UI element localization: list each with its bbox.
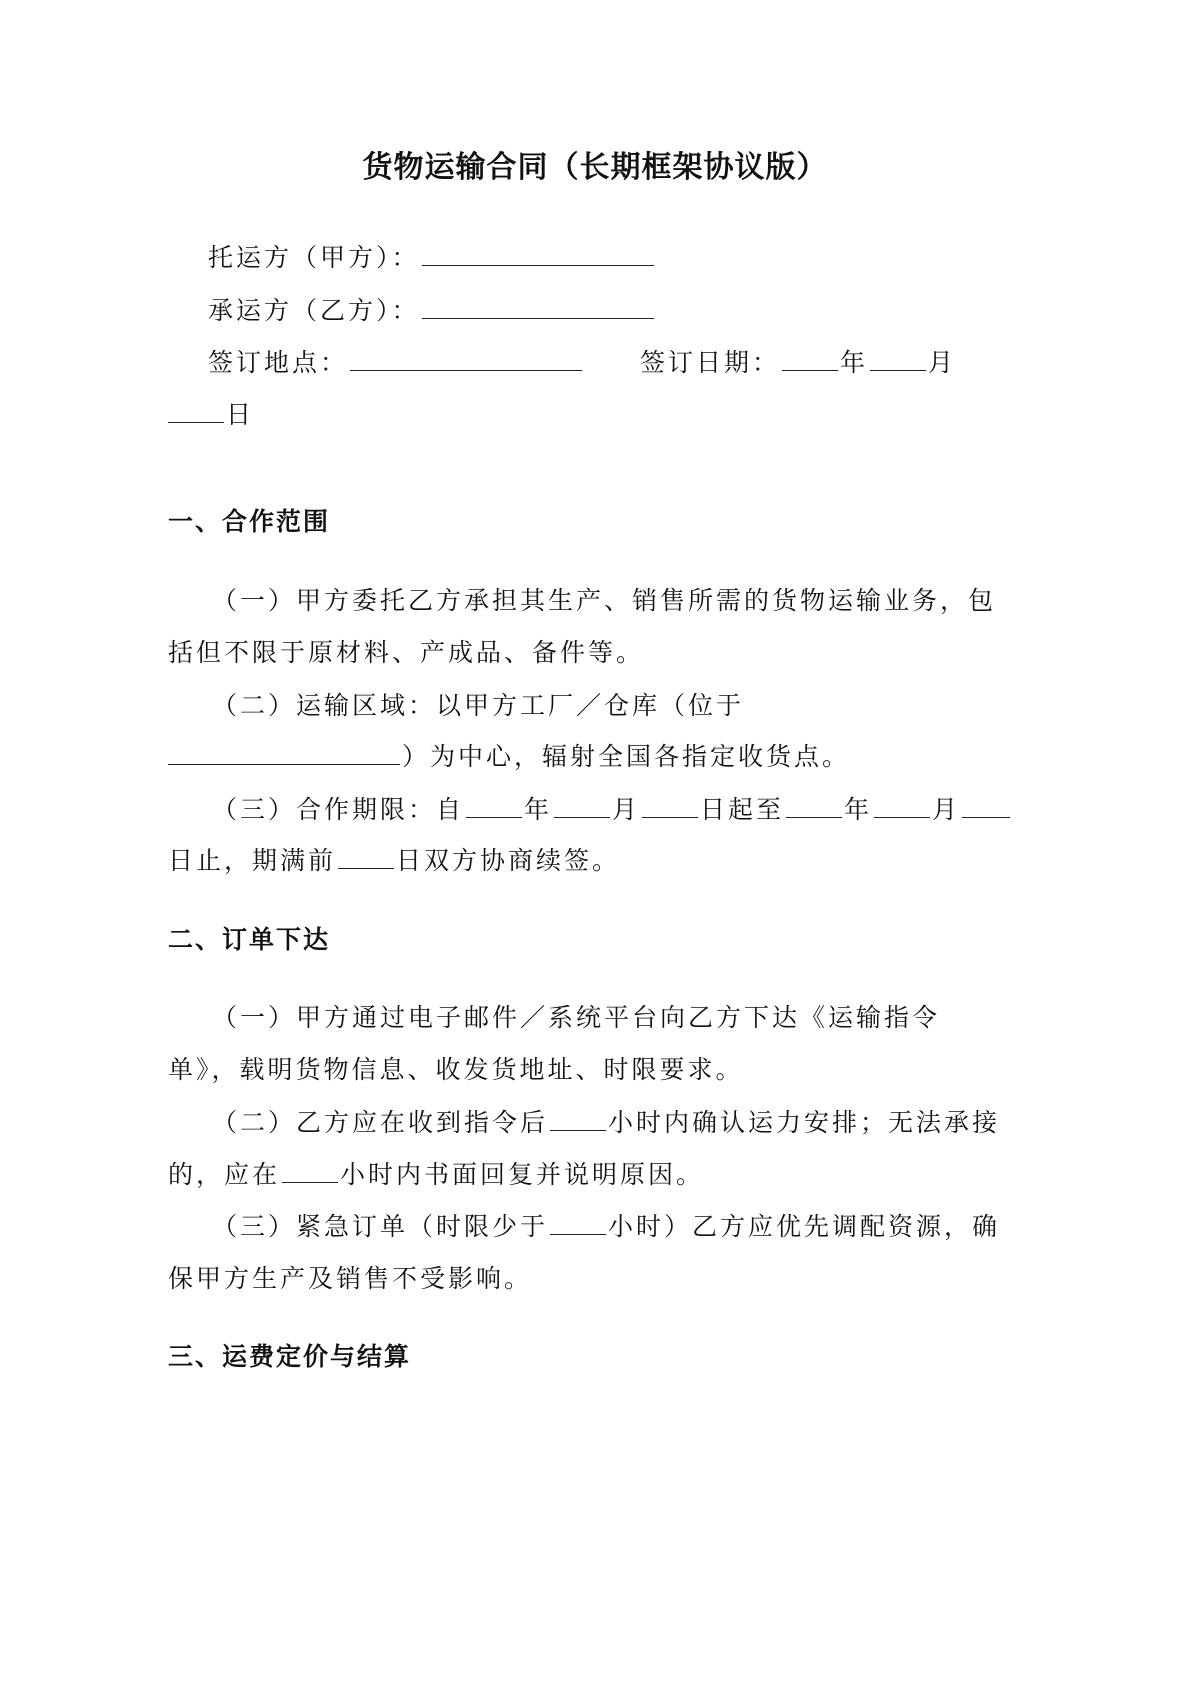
shipper-label: 托运方（甲方）： [208, 243, 420, 272]
renewal-suffix: 日双方协商续签。 [396, 846, 621, 875]
s2-p1-line2: 单》，载明货物信息、收发货地址、时限要求。 [168, 1055, 744, 1084]
s1-p3-line1 [212, 792, 1012, 828]
shipper-field [208, 240, 656, 276]
term-start-day-label: 日起至 [700, 795, 785, 824]
day-label: 日 [226, 400, 255, 429]
place-date-field [208, 345, 956, 381]
term-end-day-label: 日止，期满前 [168, 846, 337, 875]
date-day-line [168, 397, 254, 433]
s1-p3-line2 [168, 843, 620, 879]
s2-p2-line2 [168, 1157, 704, 1193]
term-start-day-blank [642, 795, 698, 818]
month-label: 月 [928, 348, 957, 377]
place-blank [350, 348, 582, 371]
date-label: 签订日期： [640, 348, 781, 377]
carrier-label: 承运方（乙方）： [208, 296, 420, 325]
renewal-days-blank [338, 846, 394, 869]
document-title: 货物运输合同（长期框架协议版） [362, 150, 828, 185]
term-start-month-label: 月 [612, 795, 641, 824]
s1-p2-suffix: ）为中心，辐射全国各指定收货点。 [402, 742, 851, 771]
section3-heading: 三、运费定价与结算 [168, 1342, 412, 1371]
s1-p2-line1: （二）运输区域：以甲方工厂／仓库（位于 [212, 691, 745, 720]
term-prefix: （三）合作期限：自 [212, 795, 465, 824]
factory-location-blank [168, 742, 400, 765]
term-end-day-blank [962, 795, 1010, 818]
shipper-blank [422, 243, 654, 266]
term-end-year-label: 年 [844, 795, 873, 824]
term-end-year-blank [786, 795, 842, 818]
term-end-month-blank [874, 795, 930, 818]
carrier-blank [422, 296, 654, 319]
term-start-year-blank [466, 795, 522, 818]
s2-p1-line1: （一）甲方通过电子邮件／系统平台向乙方下达《运输指令 [212, 1003, 941, 1032]
confirm-hours-blank [550, 1108, 606, 1131]
section2-heading: 二、订单下达 [168, 925, 331, 954]
s2-p3-line1 [212, 1209, 1000, 1245]
s1-p2-line2 [168, 739, 850, 775]
urgent-prefix: （三）紧急订单（时限少于 [212, 1212, 549, 1241]
place-label: 签订地点： [208, 348, 349, 377]
confirm-suffix: 小时内确认运力安排；无法承接 [608, 1108, 1001, 1137]
year-label: 年 [840, 348, 869, 377]
section1-heading: 一、合作范围 [168, 507, 331, 536]
reply-prefix: 的，应在 [168, 1160, 281, 1189]
term-end-month-label: 月 [932, 795, 961, 824]
term-start-month-blank [554, 795, 610, 818]
s2-p2-line1 [212, 1105, 1000, 1141]
carrier-field [208, 293, 656, 329]
s1-p1-line2: 括但不限于原材料、产成品、备件等。 [168, 638, 645, 667]
date-year-blank [782, 348, 838, 371]
urgent-suffix: 小时）乙方应优先调配资源，确 [608, 1212, 1001, 1241]
date-day-blank [168, 400, 224, 423]
reply-suffix: 小时内书面回复并说明原因。 [340, 1160, 705, 1189]
reply-hours-blank [282, 1160, 338, 1183]
date-month-blank [870, 348, 926, 371]
s2-p3-line2: 保甲方生产及销售不受影响。 [168, 1264, 533, 1293]
term-start-year-label: 年 [524, 795, 553, 824]
confirm-prefix: （二）乙方应在收到指令后 [212, 1108, 549, 1137]
s1-p1-line1: （一）甲方委托乙方承担其生产、销售所需的货物运输业务，包 [212, 586, 997, 615]
urgent-hours-blank [550, 1212, 606, 1235]
